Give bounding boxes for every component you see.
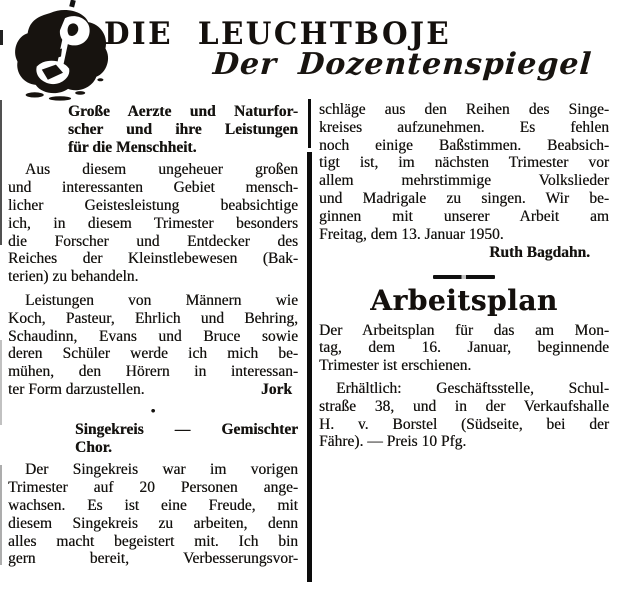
buoy-ink-blot-logo-icon — [10, 6, 114, 102]
column-divider-rule — [307, 152, 312, 582]
paragraph-text: ter Form darzustellen. — [8, 380, 145, 398]
left-column — [8, 101, 298, 568]
signature-jork: Jork — [261, 380, 292, 398]
article-heading-doctors: Große Aerzte und Naturfor- scher und ihre Leistungen für die Menschheit. — [68, 103, 298, 156]
right-column — [319, 101, 609, 451]
signature-ruth-bagdahn: Ruth Bagdahn. — [489, 244, 590, 262]
paragraph-plan-1: Der Arbeitsplan für das am Mon- tag, dem 16. Januar, beginnende Trimester ist erschienen. — [319, 321, 609, 375]
paragraph-doctors-2: Leistungen von Männern wie Koch, Pasteur, Ehrlich und Behring, Schaudinn, Evans und Bruce sowie deren Schüler werde ich mich be- mühen, den Hörern in interessan- — [8, 291, 298, 381]
column-divider-rule — [308, 99, 311, 148]
scan-artifact-left-rule — [0, 465, 2, 565]
dash-separator — [433, 275, 495, 279]
scan-artifact — [0, 30, 3, 45]
paragraph-doctors-1: Aus diesem ungeheuer großen und interessanten Gebiet mensch- licher Geistesleistung beabsichtige ich, in diesem Trimester besonders die Forscher und Entdecker des Reiches der Kleinstlebewesen (Bak- terien) zu behandeln. — [8, 161, 298, 286]
masthead-title: DIE LEUCHTBOJE — [104, 16, 452, 52]
scan-artifact-left-rule — [0, 100, 2, 245]
paragraph-doctors-2-last-line — [8, 381, 298, 399]
paragraph-choir-continued: schläge aus den Reihen des Singe- kreises aufzunehmen. Es fehlen noch einige Baßstimmen. Beabsich- tigt ist, im nächsten Trimester vor allem mehrstimmige Volkslieder und Madrigale zu singen. Wir be- ginnen mit unserer Arbeit am Freitag, dem 13. Januar 1950. — [319, 101, 609, 243]
masthead-subtitle: Der Dozentenspiegel — [211, 47, 594, 82]
scan-artifact-left-rule — [0, 340, 2, 425]
paragraph-choir: Der Singekreis war im vorigen Trimester auf 20 Personen ange- wachsen. Es ist eine Freude, mit diesem Singekreis zu arbeiten, denn alles macht begeistert mit. Ich bin gern bereit, Verbesserungsvor- — [8, 461, 298, 568]
dot-separator-icon: • — [150, 402, 156, 418]
paragraph-plan-2: Erhältlich: Geschäftsstelle, Schul- straße 38, und in der Verkaufshalle H. v. Borstel (Südseite, bei der Fähre). — Preis 10 Pfg. — [319, 380, 609, 451]
article-heading-choir: Singekreis — Gemischter Chor. — [75, 420, 298, 456]
article-heading-arbeitsplan: Arbeitsplan — [370, 283, 558, 317]
